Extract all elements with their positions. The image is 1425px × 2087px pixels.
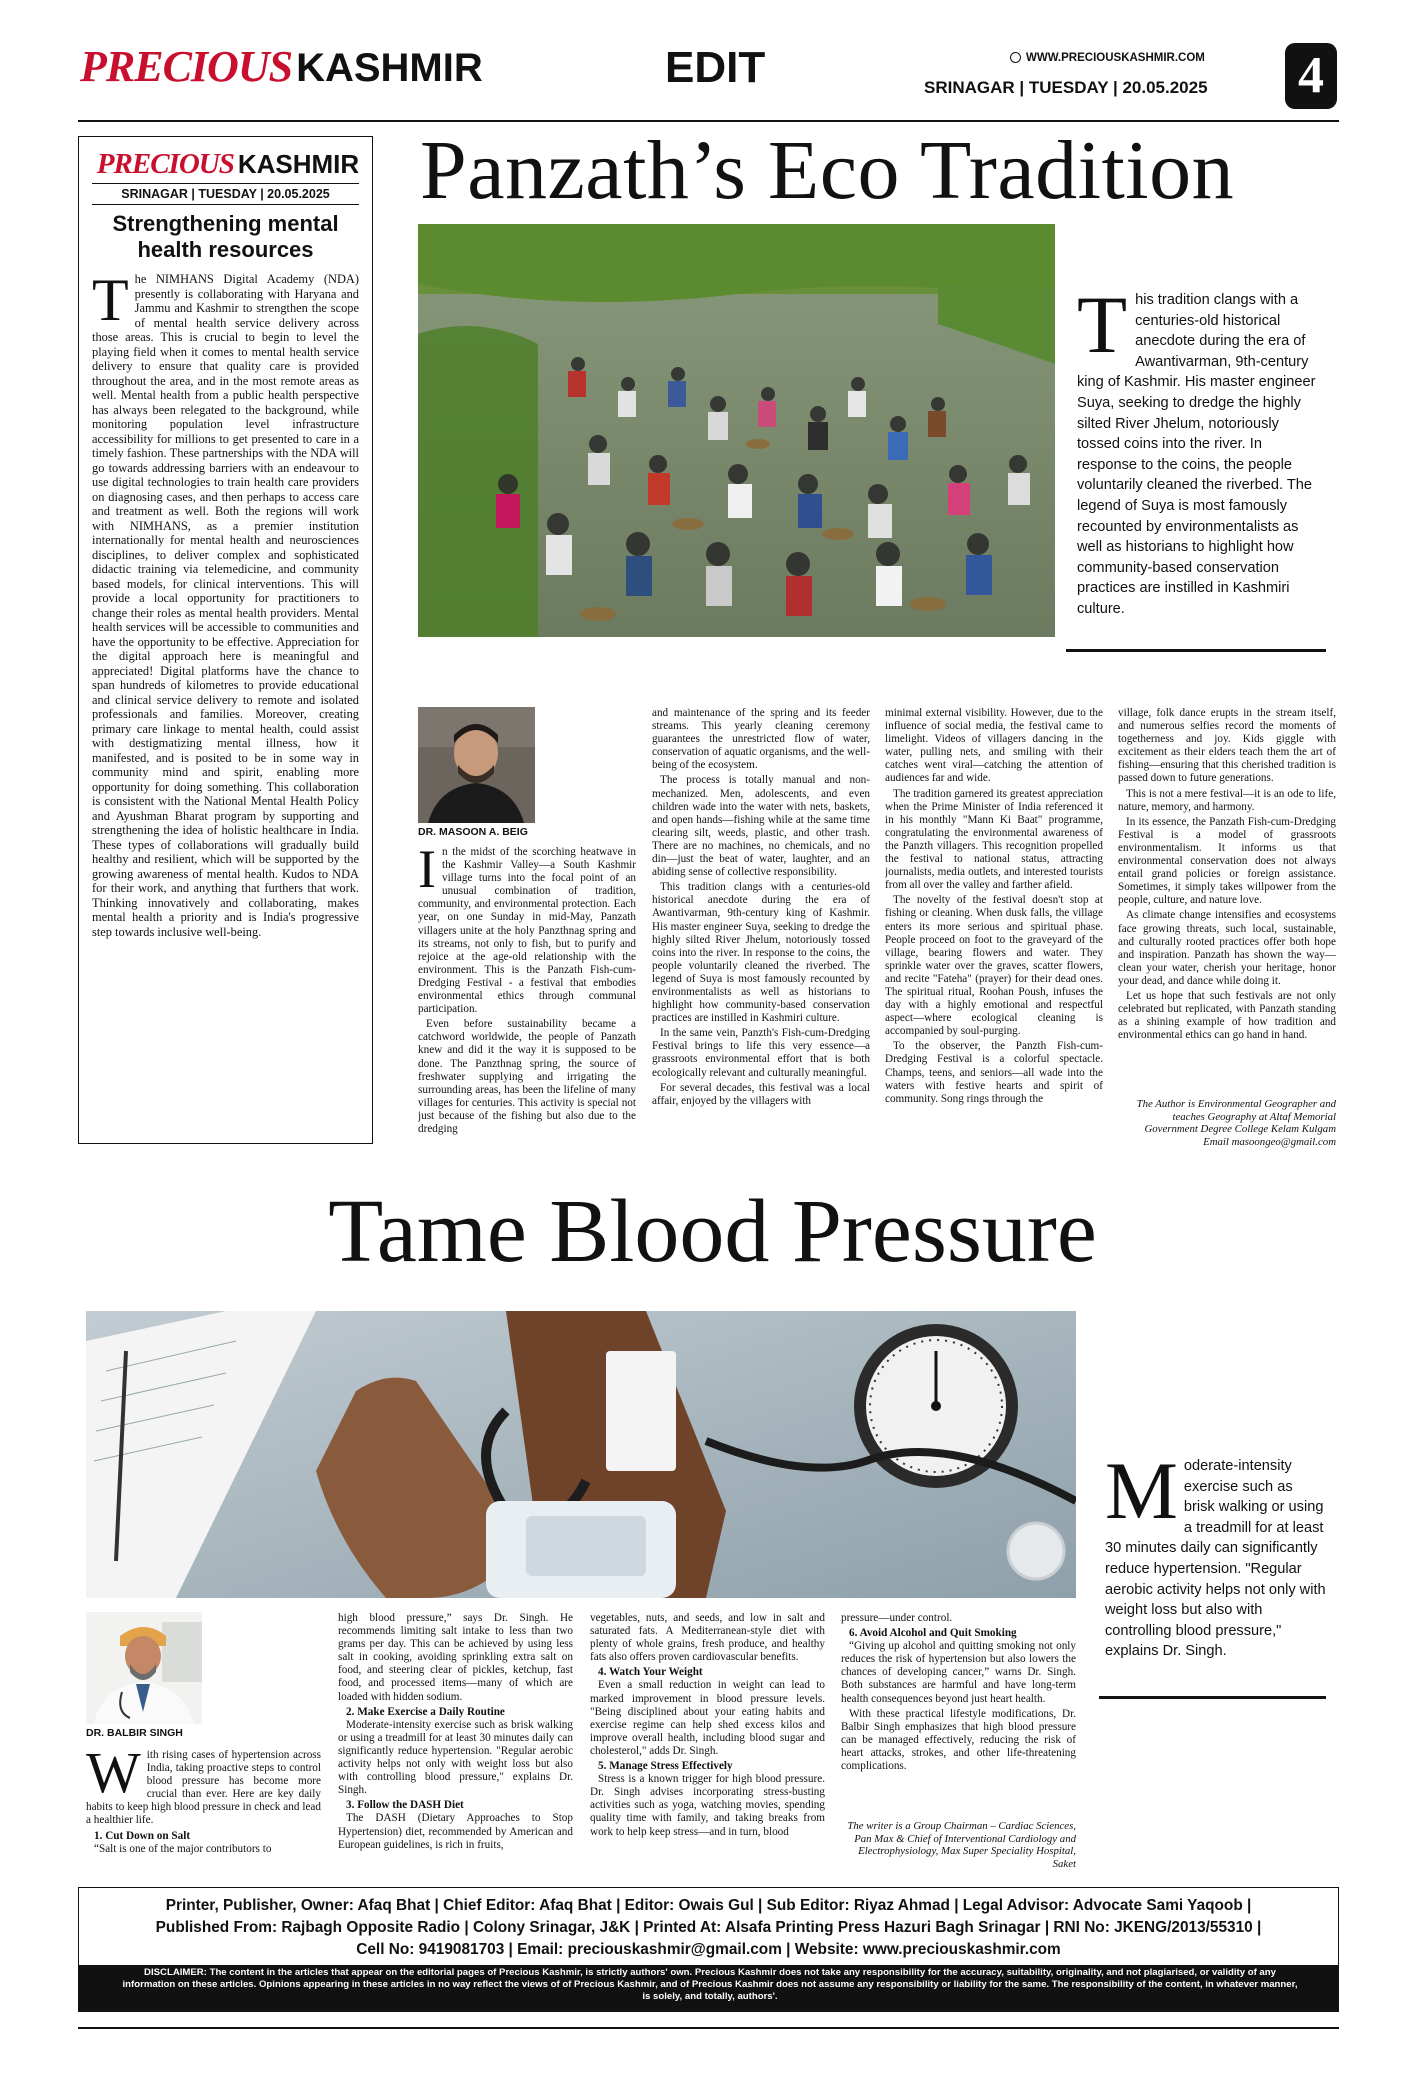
article2-pullquote xyxy=(1105,1445,1327,1662)
page-number: 4 xyxy=(1298,47,1324,104)
article1-author-caption: DR. MASOON A. BEIG xyxy=(418,826,528,838)
article2-col3-c: Stress is a known trigger for high blood pressure. Dr. Singh advises incorporating stress-busting activities such as yoga, watching movies, spending quality time with family, and taking breaks from work to help keep stress—and in turn, blood xyxy=(590,1773,825,1838)
imprint-line-2: Published From: Rajbagh Opposite Radio | Colony Srinagar, J&K | Printed At: Alsafa Printing Press Hazuri Bagh Srinagar | RNI No: JKENG/2013/55310 | xyxy=(155,1919,1262,1936)
article2-pullquote-rule xyxy=(1099,1696,1326,1699)
article2-col3-a: vegetables, nuts, and seeds, and low in salt and saturated fats. A Mediterranean-style diet with plenty of whole grains, fresh produce, and healthy fats also offers proven cardiovascular benefits. xyxy=(590,1612,825,1664)
article2-pullquote-dropcap: M xyxy=(1105,1445,1178,1536)
article2-col4-c: With these practical lifestyle modifications, Dr. Balbir Singh emphasizes that high blood pressure can be managed effectively, reducing the risk of heart attacks, strokes, and other life-threatening complications. xyxy=(841,1707,1076,1773)
article2-col1-intro: ith rising cases of hypertension across India, taking proactive steps to control blood pressure has become more crucial than ever. Here are key daily habits to keep high blood pressure in check and lead a healthier life. xyxy=(86,1749,321,1827)
disclaimer-text: DISCLAIMER: The content in the articles that appear on the editorial pages of Precious Kashmir, is strictly authors' own. Precious Kashmir does not take any responsibility for the accuracy, suitability, originality, and not plagiarised, or validity of any information on these articles. Opinions appearing in these articles in no way reflect the views of of Precious Kashmir, and of Precious Kashmir does not assume any responsibility or liability for the same. The responsibility of the content, in whatever manner, is solely, and totally, authors'. xyxy=(122,1967,1298,2002)
website-url[interactable]: WWW.PRECIOUSKASHMIR.COM xyxy=(1026,52,1205,64)
article2-author-caption: DR. BALBIR SINGH xyxy=(86,1727,183,1739)
section-label: EDIT xyxy=(665,43,766,92)
article1-col4-p3: In its essence, the Panzath Fish-cum-Dredging Festival is a model of grassroots environmentalism. It informs us that environmental conservation does not always entail grand policies or foreign assistance. Sometimes, it simply takes willpower from the people, culture, and nature love. xyxy=(1118,815,1336,907)
article1-col4-p1: village, folk dance erupts in the stream itself, and numerous selfies record the moments of togetherness and joy. Kids giggle with excitement as their elders teach them the art of fishing—ensuring that this cherished tradition is passed down to future generations. xyxy=(1118,707,1336,785)
article2-col2-b: Moderate-intensity exercise such as brisk walking or using a treadmill for at least 30 minutes daily can significantly reduce hypertension. "Regular aerobic activity helps not only with weight loss but also with controlling blood pressure," explains Dr. Singh. xyxy=(338,1718,573,1797)
article1-col4 xyxy=(1118,707,1336,1097)
article1-col4-p2: This is not a mere festival—it is an ode to life, nature, memory, and harmony. xyxy=(1118,787,1336,813)
footer-rule xyxy=(78,2027,1339,2029)
sidebar-text: he NIMHANS Digital Academy (NDA) presently is collaborating with Haryana and Jammu and Kashmir to strengthen the scope of mental health service delivery across those areas. This is crucial to begin to level the playing field when it comes to mental health service delivery to ensure that quality care is provided throughout the area, and in the most remote areas as well. Mental health from a public health perspective has always been relegated to the background, while monitoring population level infrastructure accessibility for millions to get presented to care in a timely fashion. These partnerships with the NDA will go towards addressing barriers with an endeavour to use digital technologies to train health care providers on diagnosing cases, and then perhaps to access care and treatment as well. Both the regions will work with NIMHANS, as a premier institution internationally for mental health and neurosciences disciplines, to deliver complex and sophisticated didactic training via telemedicine, and community based models, for clinical interventions. This will provide a local opportunity for practitioners to change their roles as mental health providers. Mental health services will be accessible to communities and have the opportunity to be effective. Appreciation for the digital approach here is meaningful and appreciated! Digital platforms have the chance to span hundreds of kilometres to provide educational and clinical service delivery to remote and isolated professionals and families. Moreover, creating primary care linkage to mental health, could assist with destigmatizing mental illness, how it manifested, and is posited to be in some way in community mind and spirit, enabling more opportunity for doing something. This collaboration is consistent with the National Mental Health Policy and Ayushman Bharat program by supporting and strengthening the idea of holistic healthcare in India. These types of collaborations will gradually build healthy and resilient, which will be supported by the growing awareness of mental health. Kudos to NDA for their work, and anything that furthers that work. Thinking innovatively and collaborating, makes mental health a priority and is India's progressive step towards inclusive well-being. xyxy=(92,272,359,939)
article1-col4-p4: As climate change intensifies and ecosystems face growing threats, such local, sustainable, and culturally rooted practices offer both hope and inspiration. Panzath has shown the way—clean your water, cherish your heritage, honor your dead, and dance while doing it. xyxy=(1118,909,1336,987)
article1-col1-p1: n the midst of the scorching heatwave in the Kashmir Valley—a South Kashmir village turns into the focal point of an unusual combination of tradition, community, and environmental protection. Each year, on one Sunday in mid-May, Panzath villagers unite at the holy Panzthnag spring and its streams, not only to fish, but to purify and rejoice at the age-old relationship with the environment. This is the Panzath Fish-cum-Dredging Festival - a festival that embodies environmental ethics through communal participation. xyxy=(418,846,636,1016)
article1-headline: Panzath’s Eco Tradition xyxy=(420,124,1235,217)
masthead xyxy=(0,0,1425,120)
article1-col2-p1: and maintenance of the spring and its feeder streams. This yearly cleaning ceremony guarantees the unrestricted flow of water, conservation of aquatic organisms, and the well-being of the ecosystem. xyxy=(652,707,870,772)
masthead-dateline: SRINAGAR | TUESDAY | 20.05.2025 xyxy=(924,78,1208,97)
globe-icon xyxy=(1010,52,1021,63)
article2-bio: The writer is a Group Chairman – Cardiac Sciences, Pan Max & Chief of Interventional Cardiology and Electrophysiology, Max Super Speciality Hospital, Saket xyxy=(847,1820,1076,1870)
article1-pullquote-dropcap: T xyxy=(1077,279,1128,370)
sidebar-dateline: SRINAGAR | TUESDAY | 20.05.2025 xyxy=(121,187,330,201)
sidebar-dropcap: T xyxy=(92,272,129,333)
sidebar-body xyxy=(92,272,359,1134)
article2-col1-end: “Salt is one of the major contributors to xyxy=(94,1842,272,1855)
sidebar-brand xyxy=(92,148,364,180)
article1-col2-p5: For several decades, this festival was a local affair, enjoyed by the villagers with xyxy=(652,1081,870,1107)
article2-col4 xyxy=(841,1612,1076,1812)
sidebar-headline: Strengthening mental health resources xyxy=(112,211,339,262)
article1-col2-p3: This tradition clangs with a centuries-old historical anecdote during the era of Awantivarman, 9th-century king of Kashmir. His master engineer Suya, seeking to dredge the highly silted River Jhelum, notoriously tossed coins into the river. In response to the coins, the people voluntarily cleaned the riverbed. The legend of Suya is most famously recounted by environmentalists as well as historians to highlight how community-based conservation practices are instilled in Kashmiri culture. xyxy=(652,881,870,1025)
article2-subhead-5: 5. Manage Stress Effectively xyxy=(598,1760,733,1773)
article1-author-photo xyxy=(418,707,535,823)
article2-col2 xyxy=(338,1612,573,1870)
article2-col2-c: The DASH (Dietary Approaches to Stop Hypertension) diet, recommended by American and European guidelines, is rich in fruits, xyxy=(338,1812,573,1851)
article2-col3-b: Even a small reduction in weight can lead to marked improvement in blood pressure levels. "Being disciplined about your eating habits and exercise regime can help shed excess kilos and improve overall health, including blood sugar and cholesterol," adds Dr. Singh. xyxy=(590,1679,825,1757)
article2-headline: Tame Blood Pressure xyxy=(328,1182,1097,1281)
article1-pullquote-rule xyxy=(1066,649,1326,652)
article1-dropcap: I xyxy=(418,846,436,899)
article2-subhead-2: 2. Make Exercise a Daily Routine xyxy=(346,1705,505,1718)
sidebar-rule-2 xyxy=(92,204,359,205)
author-portrait-2 xyxy=(86,1612,202,1724)
website-line xyxy=(1010,52,1205,64)
article2-subhead-3: 3. Follow the DASH Diet xyxy=(346,1799,464,1812)
article2-subhead-1: 1. Cut Down on Salt xyxy=(94,1829,191,1842)
article2-col4-a: pressure—under control. xyxy=(841,1612,953,1624)
article1-col3-p2: The tradition garnered its greatest appreciation when the Prime Minister of India referenced it in his monthly "Mann Ki Baat" programme, congratulating the environmental awareness of the Panzth villagers. This recognition propelled the festival to national status, attracting journalists, media outlets, and interested tourists from all over the valley and farther afield. xyxy=(885,787,1103,892)
brand-kashmir: KASHMIR xyxy=(296,46,483,90)
author-portrait-1 xyxy=(418,707,535,823)
article2-dropcap: W xyxy=(86,1749,141,1805)
article1-bio-text: The Author is Environmental Geographer and teaches Geography at Altaf Memorial Government Degree College Kelam Kulgam xyxy=(1136,1098,1336,1136)
sidebar-rule-1 xyxy=(92,183,359,184)
article2-subhead-4: 4. Watch Your Weight xyxy=(598,1666,703,1679)
article1-col4-p5: Let us hope that such festivals are not only celebrated but replicated, with Panzath standing as a shining example of how tradition and environmental ethics can go hand in hand. xyxy=(1118,989,1336,1042)
article1-col3-p4: To the observer, the Panzth Fish-cum-Dredging Festival is a colorful spectacle. Champs, teens, and seniors—all wade into the waters with festive hearts and spirit of community. Song rings through the xyxy=(885,1040,1103,1105)
article1-col2-p2: The process is totally manual and non-mechanized. Men, adolescents, and even children wade into the water with nets, baskets, and open hands—fishing while at the same time clearing silt, weeds, plastic, and other trash. There are no machines, no chemicals, and no din—just the beat of water, laughter, and an abiding sense of collective responsibility. xyxy=(652,774,870,879)
sidebar-brand-kashmir: KASHMIR xyxy=(237,149,360,179)
article1-col2 xyxy=(652,707,870,1148)
article2-pullquote-text: oderate-intensity exercise such as brisk walking or using a treadmill for at least 30 minutes daily can significantly reduce hypertension. "Regular aerobic activity helps not only with weight loss but also with controlling blood pressure," explains Dr. Singh. xyxy=(1105,1458,1326,1660)
article1-col3-p1: minimal external visibility. However, due to the influence of social media, the festival came to limelight. Videos of villagers dancing in the water, pulling nets, and smiling with their catches went viral—catching the attention of audiences far and wide. xyxy=(885,707,1103,785)
bp-photo-illustration xyxy=(86,1311,1076,1598)
article2-col4-b: “Giving up alcohol and quitting smoking not only reduces the risk of hypertension but also lowers the chances of developing cancer,” warns Dr. Singh. Both substances are harmful and have long-term health consequences beyond just heart health. xyxy=(841,1640,1076,1705)
masthead-brand xyxy=(80,42,483,93)
article1-col2-p4: In the same vein, Panzth's Fish-cum-Dredging Festival brings to life this very essence—a grassroots environmental effort that is both ecologically relevant and culturally meaningful. xyxy=(652,1027,870,1079)
article1-col1 xyxy=(418,846,636,1148)
festival-photo xyxy=(418,224,1055,637)
festival-photo-illustration xyxy=(418,224,1055,637)
article1-email[interactable]: Email masoongeo@gmail.com xyxy=(1203,1135,1336,1148)
article2-col1 xyxy=(86,1749,321,1870)
bp-photo xyxy=(86,1311,1076,1598)
article2-col2-a: high blood pressure,” says Dr. Singh. He recommends limiting salt intake to less than two grams per day. This can be achieved by using less salt in cooking, avoiding sprinkling extra salt on food, and steering clear of pickles, ketchup, fast food, and processed items—many of which are loaded with hidden sodium. xyxy=(338,1612,573,1703)
brand-precious: PRECIOUS xyxy=(80,42,293,91)
article1-col3-p3: The novelty of the festival doesn't stop at fishing or cleaning. When dusk falls, the village enters its more serious and spiritual phase. People proceed on foot to the graveyard of the village, bearing flowers and water. They sprinkle water over the graves, scatter flowers, and recite "Fateha" (prayer) for their dead ones. The spiritual ritual, Roohan Poush, infuses the day with a highly emotional and respectful aspect—where ecological cleaning is accompanied by soul-purging. xyxy=(885,894,1103,1038)
article2-subhead-6: 6. Avoid Alcohol and Quit Smoking xyxy=(849,1627,1017,1640)
article2-author-photo xyxy=(86,1612,202,1724)
article1-col3 xyxy=(885,707,1103,1148)
imprint-line-3: Cell No: 9419081703 | Email: preciouskashmir@gmail.com | Website: www.preciouskashmir.com xyxy=(356,1941,1061,1958)
article1-pullquote-text: his tradition clangs with a centuries-old historical anecdote during the era of Awantivarman, 9th-century king of Kashmir. His master engineer Suya, seeking to dredge the highly silted River Jhelum, notoriously tossed coins into the river. In response to the coins, the people voluntarily cleaned the riverbed. The legend of Suya is most famously recounted by environmentalists as well as historians to highlight how community-based conservation practices are instilled in Kashmiri culture. xyxy=(1077,292,1316,617)
article1-pullquote xyxy=(1077,279,1322,620)
article1-col1-p2: Even before sustainability became a catchword worldwide, the people of Panzath knew and did it the way it is supposed to be done. The Panzthnag spring, the source of freshwater supplying and irrigating the surrounding areas, has been the lifeline of many villages for centuries. This activity is special not just because of the fishing but also due to the dredging xyxy=(418,1018,636,1135)
imprint-line-1: Printer, Publisher, Owner: Afaq Bhat | Chief Editor: Afaq Bhat | Editor: Owais Gul | Sub Editor: Riyaz Ahmad | Legal Advisor: Advocate Sami Yaqoob | xyxy=(165,1897,1252,1914)
article2-col3 xyxy=(590,1612,825,1870)
sidebar-brand-precious: PRECIOUS xyxy=(96,148,234,180)
article1-bio xyxy=(1118,1098,1336,1148)
